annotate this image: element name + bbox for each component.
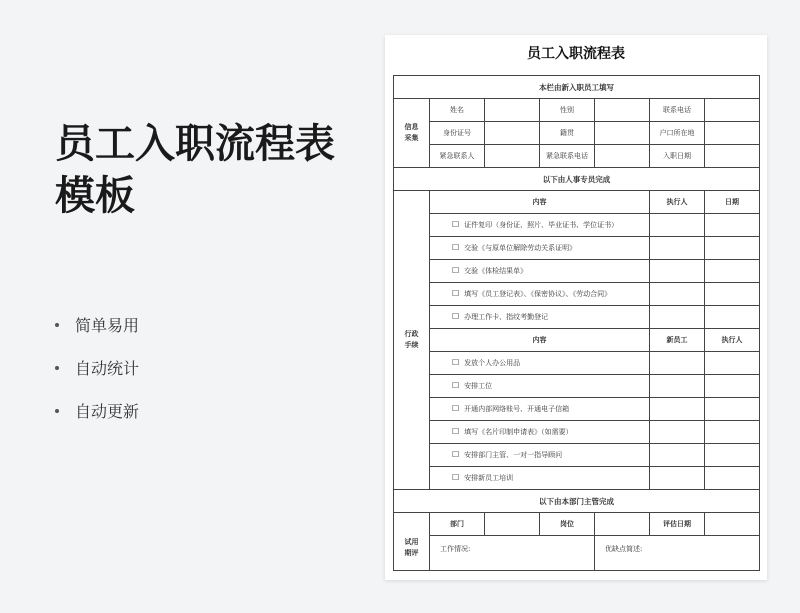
checklist-item[interactable]: ☐ 安排部门主管、一对一指导顾问 (430, 444, 650, 467)
table-row (394, 352, 760, 375)
section-header-info: 本栏由新入职员工填写 (394, 76, 760, 99)
column-header: 日期 (705, 191, 760, 214)
bullet-icon (55, 409, 59, 413)
field-value-cell[interactable] (705, 122, 760, 145)
table-header-row (394, 191, 760, 214)
column-header: 内容 (430, 329, 650, 352)
blank-cell[interactable] (650, 467, 705, 490)
table-row (394, 283, 760, 306)
work-status-field[interactable]: 工作情况: (430, 536, 595, 571)
column-header: 评估日期 (650, 513, 705, 536)
blank-cell[interactable] (705, 306, 760, 329)
field-label: 联系电话 (650, 99, 705, 122)
blank-cell[interactable] (650, 444, 705, 467)
blank-cell[interactable] (705, 467, 760, 490)
blank-cell[interactable] (705, 352, 760, 375)
document-title: 员工入职流程表 (527, 46, 625, 62)
field-value-cell[interactable] (595, 122, 650, 145)
table-row (394, 444, 760, 467)
field-label: 紧急联系人 (430, 145, 485, 168)
field-value-cell[interactable] (485, 513, 540, 536)
blank-cell[interactable] (705, 260, 760, 283)
field-value-cell[interactable] (595, 513, 650, 536)
feature-label: 简单易用 (75, 316, 140, 335)
form-document (385, 35, 767, 580)
table-row (394, 467, 760, 490)
table-row (394, 99, 760, 122)
promo-title-line-1: 员工入职流程表 (55, 121, 335, 167)
column-header: 新员工 (650, 329, 705, 352)
blank-cell[interactable] (650, 260, 705, 283)
blank-cell[interactable] (650, 214, 705, 237)
field-label: 姓名 (430, 99, 485, 122)
feature-label: 自动统计 (75, 359, 140, 378)
field-label: 紧急联系电话 (540, 145, 595, 168)
table-row (394, 122, 760, 145)
feature-label: 自动更新 (75, 402, 140, 421)
onboarding-form-table (393, 75, 760, 571)
table-row (394, 145, 760, 168)
field-label: 性别 (540, 99, 595, 122)
field-value-cell[interactable] (485, 99, 540, 122)
table-row (394, 306, 760, 329)
feature-item (55, 355, 139, 398)
field-value-cell[interactable] (595, 145, 650, 168)
blank-cell[interactable] (705, 375, 760, 398)
field-label: 入职日期 (650, 145, 705, 168)
checklist-item[interactable]: ☐ 交验《与原单位解除劳动关系证明》 (430, 237, 650, 260)
checklist-item[interactable]: ☐ 安排工位 (430, 375, 650, 398)
table-header-row (394, 513, 760, 536)
table-row (394, 398, 760, 421)
table-row (394, 237, 760, 260)
blank-cell[interactable] (650, 306, 705, 329)
blank-cell[interactable] (705, 214, 760, 237)
blank-cell[interactable] (650, 283, 705, 306)
column-header: 执行人 (650, 191, 705, 214)
checklist-item[interactable]: ☐ 办理工作卡、指纹考勤登记 (430, 306, 650, 329)
column-header: 部门 (430, 513, 485, 536)
column-header: 执行人 (705, 329, 760, 352)
promo-title (55, 118, 335, 222)
blank-cell[interactable] (650, 398, 705, 421)
field-value-cell[interactable] (705, 145, 760, 168)
table-row (394, 375, 760, 398)
blank-cell[interactable] (705, 237, 760, 260)
section-header-admin: 以下由人事专员完成 (394, 168, 760, 191)
section-header-probation: 以下由本部门主管完成 (394, 490, 760, 513)
bullet-icon (55, 323, 59, 327)
blank-cell[interactable] (705, 444, 760, 467)
field-value-cell[interactable] (595, 99, 650, 122)
field-value-cell[interactable] (705, 513, 760, 536)
side-label-info: 信息采集 (394, 99, 430, 168)
blank-cell[interactable] (650, 421, 705, 444)
bullet-icon (55, 366, 59, 370)
side-label-admin: 行政手续 (394, 191, 430, 490)
checklist-item[interactable]: ☐ 交验《体检结果单》 (430, 260, 650, 283)
column-header: 岗位 (540, 513, 595, 536)
promo-title-line-2: 模板 (55, 173, 135, 219)
blank-cell[interactable] (705, 421, 760, 444)
feature-list (55, 312, 139, 441)
checklist-item[interactable]: ☐ 开通内部网络账号、开通电子信箱 (430, 398, 650, 421)
field-label: 身份证号 (430, 122, 485, 145)
blank-cell[interactable] (705, 283, 760, 306)
blank-cell[interactable] (650, 237, 705, 260)
table-header-row (394, 329, 760, 352)
strengths-field[interactable]: 优缺点简述: (595, 536, 760, 571)
feature-item (55, 312, 139, 355)
side-label-probation: 试用期评 (394, 513, 430, 571)
field-value-cell[interactable] (485, 122, 540, 145)
field-label: 户口所在地 (650, 122, 705, 145)
section-header-row (394, 168, 760, 191)
checklist-item[interactable]: ☐ 填写《名片印制申请表》（如需要） (430, 421, 650, 444)
checklist-item[interactable]: ☐ 填写《员工登记表》、《保密协议》、《劳动合同》 (430, 283, 650, 306)
blank-cell[interactable] (650, 375, 705, 398)
table-row (394, 260, 760, 283)
field-value-cell[interactable] (705, 99, 760, 122)
checklist-item[interactable]: ☐ 安排新员工培训 (430, 467, 650, 490)
column-header: 内容 (430, 191, 650, 214)
section-header-row (394, 490, 760, 513)
field-label: 籍贯 (540, 122, 595, 145)
checklist-item[interactable]: ☐ 证件复印（身份证、照片、毕业证书、学位证书） (430, 214, 650, 237)
feature-item (55, 398, 139, 441)
table-row (394, 536, 760, 571)
checklist-item[interactable]: ☐ 发放个人办公用品 (430, 352, 650, 375)
blank-cell[interactable] (650, 352, 705, 375)
section-header-row (394, 76, 760, 99)
table-row (394, 214, 760, 237)
table-row (394, 421, 760, 444)
blank-cell[interactable] (705, 398, 760, 421)
field-value-cell[interactable] (485, 145, 540, 168)
